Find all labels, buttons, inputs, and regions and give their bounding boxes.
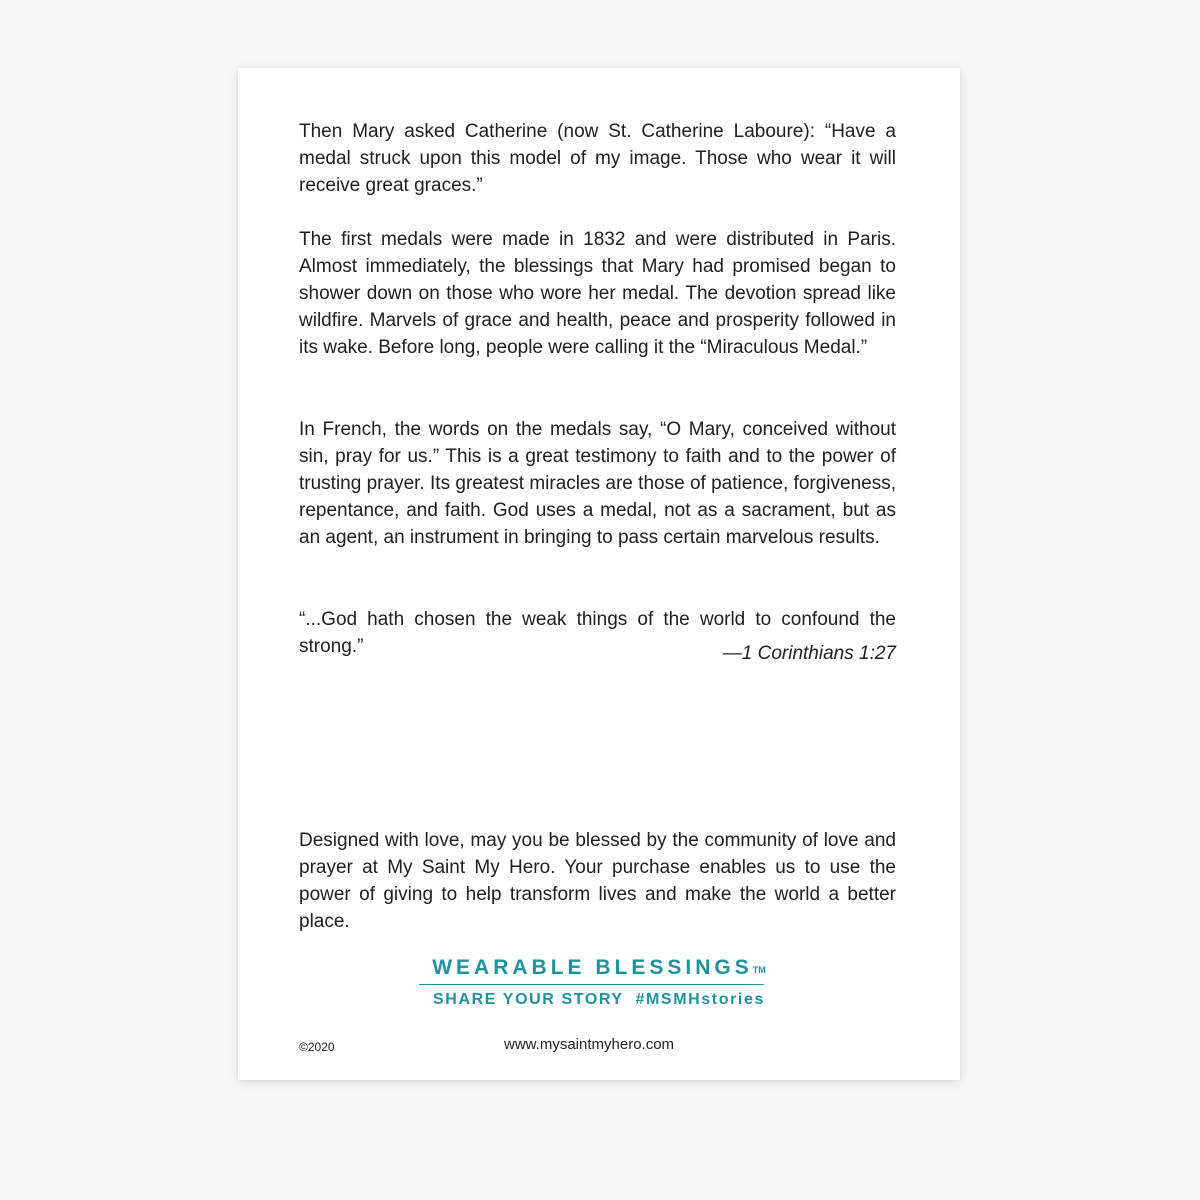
paragraph-3: In French, the words on the medals say, “O Mary, conceived without sin, pray for us.” This is a great testimony to faith and to the power of trusting prayer. Its greatest miracles are those of patience, forgiveness, repentance, and faith. God uses a medal, not as a sacrament, but as an agent, an instrument in bringing to pass certain marvelous results.	[299, 419, 896, 548]
scripture-quote: “...God hath chosen the weak things of the world to confound the strong.”	[299, 609, 896, 657]
website-url: www.mysaintmyhero.com	[504, 1036, 675, 1053]
closing-paragraph: Designed with love, may you be blessed by the community of love and prayer at My Saint My Hero. Your purchase enables us to use the power of giving to help transform lives and make the world a better place.	[299, 830, 896, 932]
brand-title	[238, 955, 960, 981]
trademark-mark: TM	[752, 965, 766, 975]
copyright: ©2020	[299, 1040, 335, 1054]
brand-subtitle: SHARE YOUR STORY #MSMHstories	[433, 991, 765, 1008]
paragraph-2: The first medals were made in 1832 and were distributed in Paris. Almost immediately, the blessings that Mary had promised began to shower down on those who wore her medal. The devotion spread like wildfire. Marvels of grace and health, peace and prosperity followed in its wake. Before long, people were calling it the “Miraculous Medal.”	[299, 229, 896, 358]
paragraph-1: Then Mary asked Catherine (now St. Catherine Laboure): “Have a medal struck upon this model of my image. Those who wear it will receive great graces.”	[299, 121, 896, 196]
brand-divider	[419, 984, 764, 985]
scripture-citation: —1 Corinthians 1:27	[722, 643, 896, 664]
brand-title-text: WEARABLE BLESSINGS	[432, 956, 753, 979]
prayer-card	[238, 68, 960, 1080]
